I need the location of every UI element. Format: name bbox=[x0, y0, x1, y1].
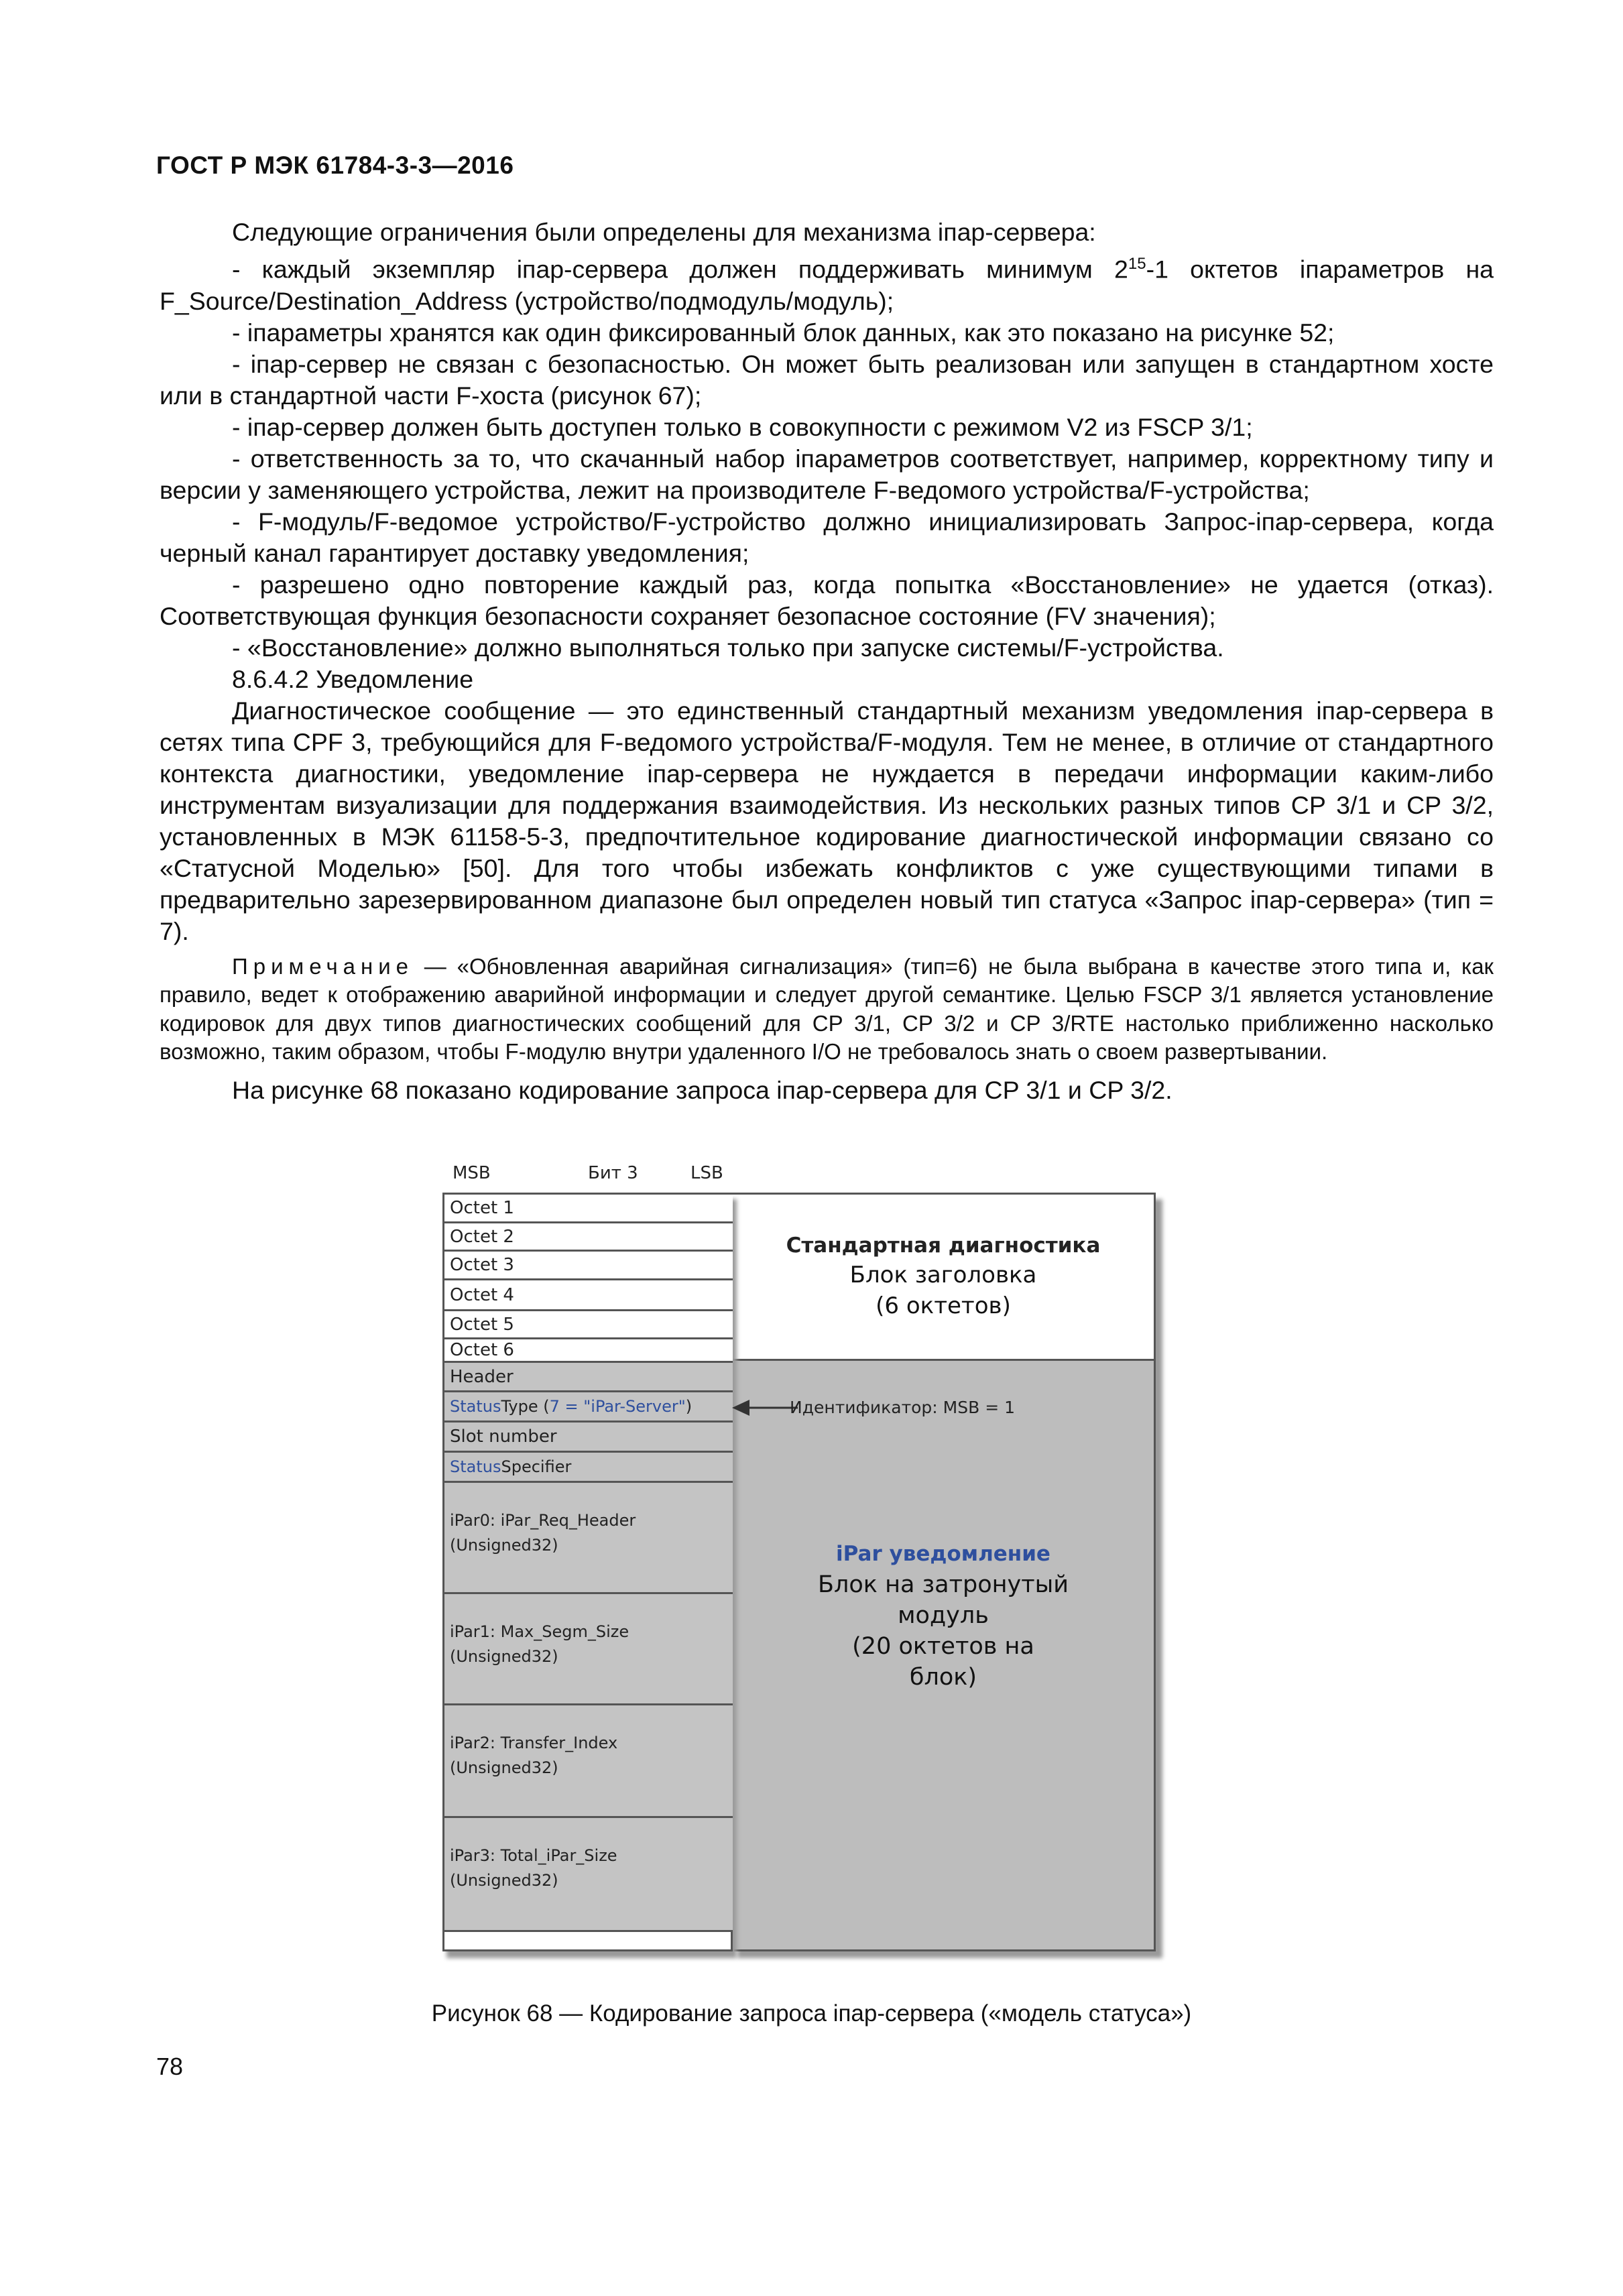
ipar-line-1: Блок на затронутый bbox=[818, 1571, 1069, 1598]
std-line-2: (6 октетов) bbox=[876, 1292, 1011, 1319]
identifier-arrow-icon bbox=[731, 1394, 798, 1421]
standard-diagnostics-block bbox=[733, 1195, 1154, 1361]
bullet-4: - iпар-сервер должен быть доступен только в совокупности с режимом V2 из FSCP 3/1; bbox=[232, 412, 1253, 441]
ipar1-cell: iPar1: Max_Segm_Size (Unsigned32) bbox=[444, 1594, 733, 1705]
notification-paragraph: Диагностическое сообщение — это единственный стандартный механизм уведомления iпар-сервера в сетях типа CPF 3, требующийся для F-ведомого устройства/F-модуля. Тем не менее, в отличие от стандартного контекста диагностики, уведомление iпар-сервера не нуждается в передачи информации каким-либо инструментам визуализации для поддержания взаимодействия. Из нескольких разных типов CP 3/1 и CP 3/2, установленных в МЭК 61158-5-3, предпочтительное кодирование диагностической информации связано со «Статусной Моделью» [50]. Для того чтобы избежать конфликтов с уже существующими типами в предварительно зарезервированном диапазоне был определен новый тип статуса «Запрос iпар-сервера» (тип = 7). bbox=[160, 696, 1494, 945]
octet-column bbox=[442, 1193, 733, 1951]
figure-caption: Рисунок 68 — Кодирование запроса iпар-сервера («модель статуса») bbox=[431, 2000, 1192, 2027]
page-number: 78 bbox=[156, 2053, 184, 2080]
figure-68-diagram bbox=[442, 1163, 1166, 1974]
note-label: Примечание bbox=[232, 953, 414, 979]
slot-number-cell: Slot number bbox=[444, 1423, 733, 1453]
intro-paragraph: Следующие ограничения были определены для механизма iпар-сервера: bbox=[232, 218, 1096, 246]
bullet-2: - iпараметры хранятся как один фиксированный блок данных, как это показано на рисунке 52; bbox=[232, 318, 1335, 347]
std-title: Стандартная диагностика bbox=[786, 1233, 1101, 1258]
octet-cell: Octet 2 bbox=[444, 1223, 733, 1252]
ipar-title: iPar уведомление bbox=[836, 1542, 1050, 1566]
status-type-cell: Status Type ( 7 = "iPar-Server" ) bbox=[444, 1392, 733, 1423]
ipar-line-2: модуль bbox=[898, 1602, 989, 1629]
figure-reference: На рисунке 68 показано кодирование запроса iпар-сервера для CP 3/1 и CP 3/2. bbox=[232, 1075, 1173, 1104]
std-line-1: Блок заголовка bbox=[849, 1262, 1037, 1288]
body-text bbox=[160, 217, 1494, 1106]
ipar-line-3: (20 октетов на bbox=[852, 1633, 1034, 1660]
octet-cell: Octet 3 bbox=[444, 1252, 733, 1280]
octet-cell: Octet 6 bbox=[444, 1339, 733, 1363]
octet-cell: Octet 1 bbox=[444, 1195, 733, 1223]
ipar3-cell: iPar3: Total_iPar_Size (Unsigned32) bbox=[444, 1818, 733, 1932]
identifier-label: Идентификатор: MSB = 1 bbox=[790, 1398, 1015, 1417]
bullet-8: - «Восстановление» должно выполняться только при запуске системы/F-устройства. bbox=[232, 633, 1224, 662]
ipar-line-4: блок) bbox=[909, 1664, 977, 1691]
msb-label: MSB bbox=[453, 1163, 491, 1183]
octet-cell: Octet 5 bbox=[444, 1311, 733, 1339]
header-cell: Header bbox=[444, 1363, 733, 1392]
section-heading: 8.6.4.2 Уведомление bbox=[232, 664, 474, 693]
status-specifier-cell: Status Specifier bbox=[444, 1453, 733, 1483]
bullet-5: - ответственность за то, что скачанный набор iпараметров соответствует, например, корректному типу и версии у заменяющего устройства, лежит на производителе F-ведомого устройства/F-устройства; bbox=[160, 444, 1494, 504]
lsb-label: LSB bbox=[690, 1163, 723, 1183]
note-paragraph: Примечание — «Обновленная аварийная сигнализация» (тип=6) не была выбрана в качестве этого типа и, как правило, ведет к отображению аварийной информации и следует другой семантике. Целью FSCP 3/1 является установление кодировок для двух типов диагностических сообщений для CP 3/1, CP 3/2 и CP 3/RTE настолько приближенно насколько возможно, таким образом, чтобы F-модулю внутри удаленного I/O не требовалось знать о своем развертывании. bbox=[160, 953, 1494, 1064]
ipar2-cell: iPar2: Transfer_Index (Unsigned32) bbox=[444, 1705, 733, 1818]
octet-cell: Octet 4 bbox=[444, 1280, 733, 1311]
bullet-6: - F-модуль/F-ведомое устройство/F-устройство должно инициализировать Запрос-iпар-сервера, когда черный канал гарантирует доставку уведомления; bbox=[160, 507, 1494, 567]
ipar0-cell: iPar0: iPar_Req_Header (Unsigned32) bbox=[444, 1483, 733, 1594]
bullet-3: - iпар-сервер не связан с безопасностью. Он может быть реализован или запущен в стандартном хосте или в стандартной части F-хоста (рисунок 67); bbox=[160, 349, 1494, 410]
bullet-7: - разрешено одно повторение каждый раз, когда попытка «Восстановление» не удается (отказ). Соответствующая функция безопасности сохраняет безопасное состояние (FV значения); bbox=[160, 570, 1494, 630]
bit-label: Бит 3 bbox=[588, 1163, 638, 1183]
document-header: ГОСТ Р МЭК 61784-3-3—2016 bbox=[156, 152, 514, 179]
bullet-1: - каждый экземпляр iпар-сервера должен поддерживать минимум $2^{15}-1$ октетов iпараметров на F_Source/Destination_Address (устройство/подмодуль/модуль); bbox=[160, 255, 1494, 315]
right-block-column bbox=[731, 1193, 1156, 1951]
